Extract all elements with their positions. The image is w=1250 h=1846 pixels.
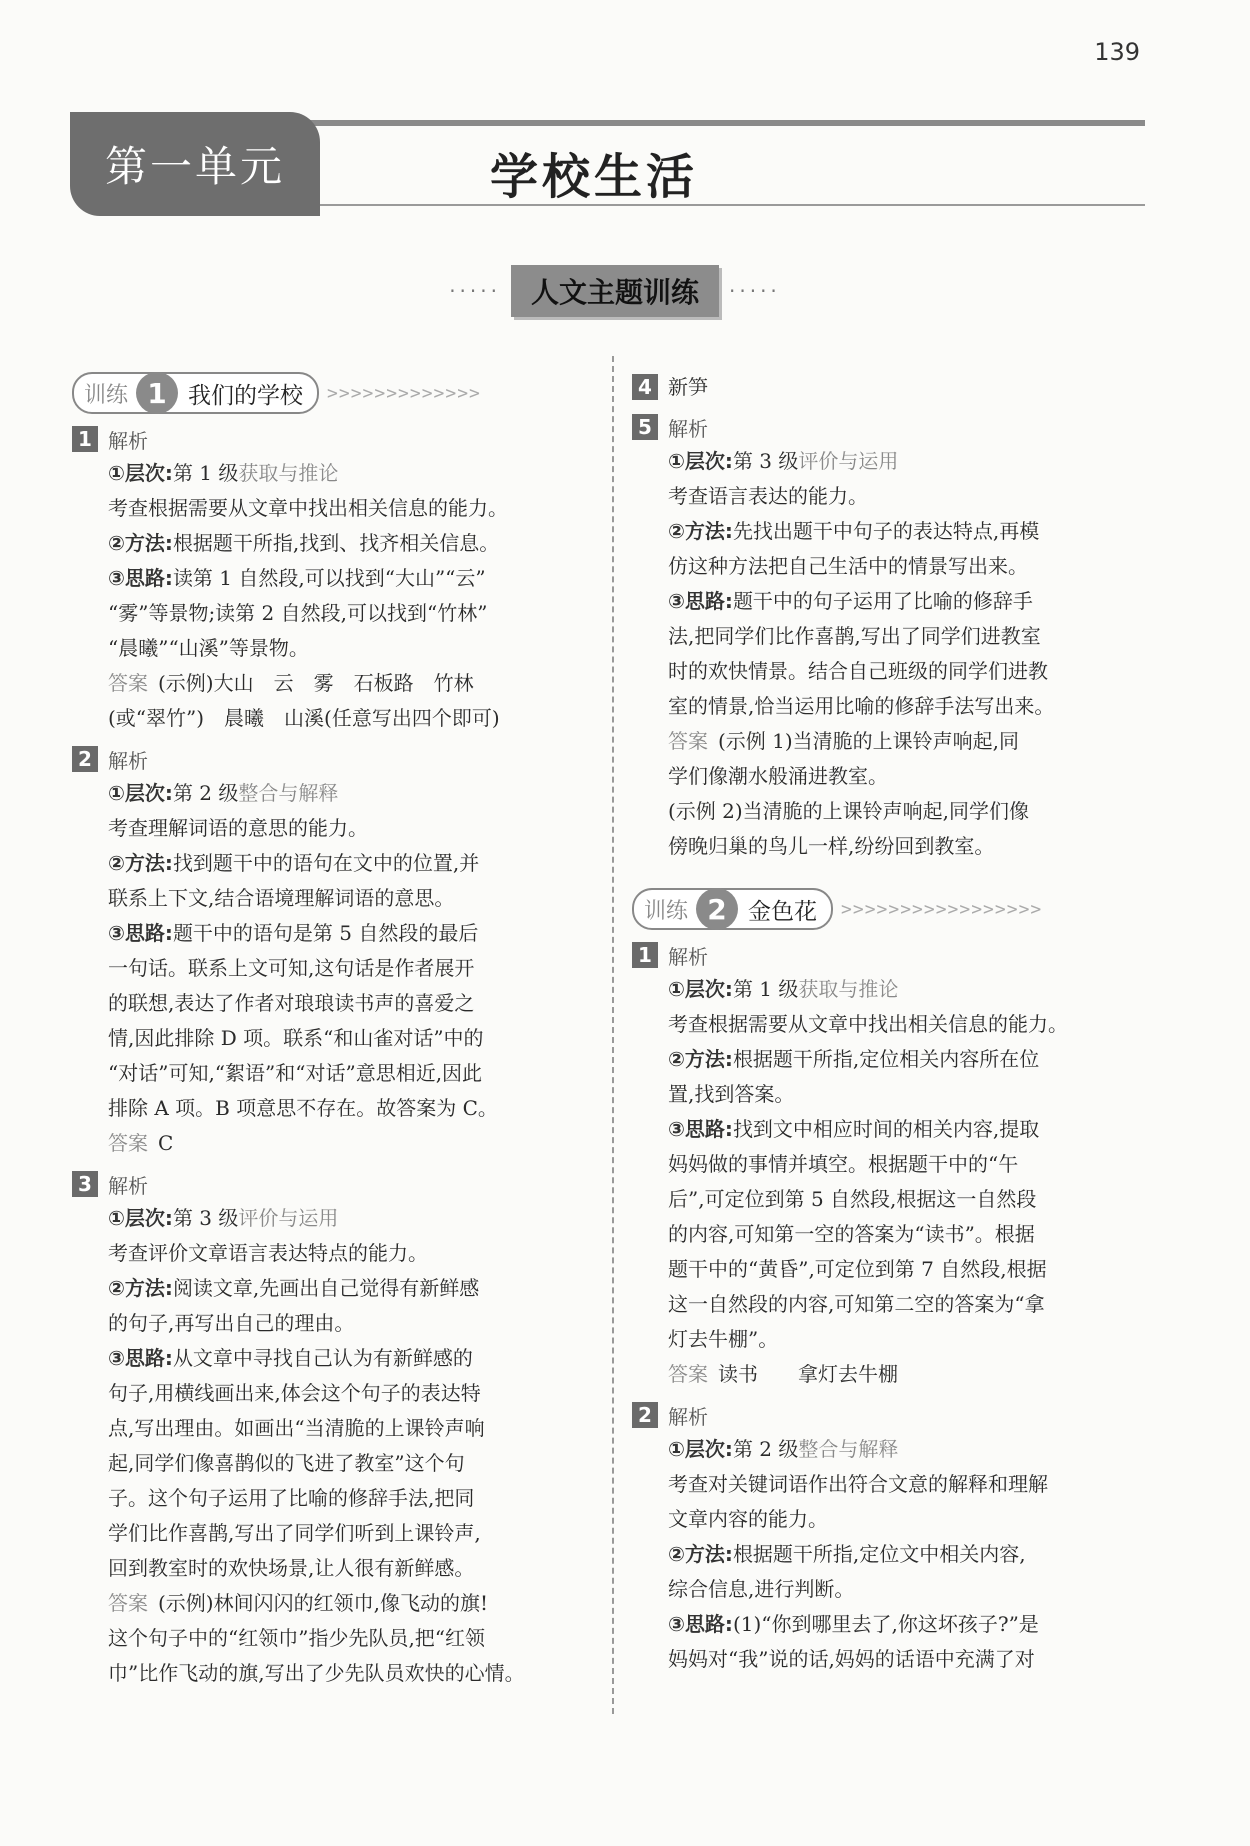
question-4 <box>632 370 1142 404</box>
text-line: 子。这个句子运用了比喻的修辞手法,把同 <box>108 1486 475 1510</box>
text-line: 综合信息,进行判断。 <box>668 1577 855 1601</box>
idea-line: ③思路:从文章中寻找自己认为有新鲜感的 <box>108 1346 473 1370</box>
training-number: 2 <box>696 888 738 930</box>
text-line: 傍晚归巢的鸟儿一样,纷纷回到教室。 <box>668 834 995 858</box>
question-title: 解析 <box>668 944 708 969</box>
level-line: ①层次:第 3 级评价与运用 <box>668 449 899 473</box>
text-line: “雾”等景物;读第 2 自然段,可以找到“竹林” <box>108 601 488 625</box>
training-2-question-2 <box>632 1398 1142 1677</box>
question-title: 解析 <box>668 416 708 441</box>
question-body <box>632 1432 1142 1677</box>
text-line: 时的欢快情景。结合自己班级的同学们进教 <box>668 659 1048 683</box>
level-line: ①层次:第 3 级评价与运用 <box>108 1206 339 1230</box>
method-line: ②方法:根据题干所指,定位相关内容所在位 <box>668 1047 1040 1071</box>
text-line: 题干中的“黄昏”,可定位到第 7 自然段,根据 <box>668 1257 1047 1281</box>
method-line: ②方法:找到题干中的语句在文中的位置,并 <box>108 851 480 875</box>
text-line: 灯去牛棚”。 <box>668 1327 779 1351</box>
text-line: 一句话。联系上文可知,这句话是作者展开 <box>108 956 475 980</box>
question-header <box>632 410 1142 444</box>
question-number: 1 <box>632 942 658 968</box>
question-body <box>72 1201 582 1691</box>
question-header <box>632 1398 1142 1432</box>
text-line: 回到教室时的欢快场景,让人很有新鲜感。 <box>108 1556 475 1580</box>
level-line: ①层次:第 2 级整合与解释 <box>108 781 339 805</box>
text-line: “对话”可知,“絮语”和“对话”意思相近,因此 <box>108 1061 483 1085</box>
training-label: 训练 <box>644 898 689 924</box>
text-line: 排除 A 项。B 项意思不存在。故答案为 C。 <box>108 1096 498 1120</box>
training-title: 我们的学校 <box>188 382 304 409</box>
text-line: 妈妈对“我”说的话,妈妈的话语中充满了对 <box>668 1647 1035 1671</box>
question-3 <box>72 1167 582 1691</box>
training-1-pill <box>72 372 319 414</box>
text-line: 考查对关键词语作出符合文意的解释和理解 <box>668 1472 1048 1496</box>
text-line: 考查根据需要从文章中找出相关信息的能力。 <box>668 1012 1068 1036</box>
page-number: 139 <box>1094 38 1140 66</box>
question-title: 解析 <box>668 1404 708 1429</box>
question-body <box>72 776 582 1161</box>
text-line: 置,找到答案。 <box>668 1082 795 1106</box>
training-label: 训练 <box>84 382 129 408</box>
text-line: (或“翠竹”) 晨曦 山溪(任意写出四个即可) <box>108 706 500 730</box>
training-2-question-1 <box>632 938 1142 1392</box>
question-header <box>72 422 582 456</box>
section-title: 人文主题训练 <box>511 265 719 317</box>
text-line: 文章内容的能力。 <box>668 1507 828 1531</box>
question-number: 2 <box>72 746 98 772</box>
text-line: 情,因此排除 D 项。联系“和山雀对话”中的 <box>108 1026 484 1050</box>
method-line: ②方法:先找出题干中句子的表达特点,再模 <box>668 519 1040 543</box>
left-column <box>72 370 582 1697</box>
question-body <box>632 444 1142 864</box>
question-number: 5 <box>632 414 658 440</box>
level-line: ①层次:第 2 级整合与解释 <box>668 1437 899 1461</box>
answer-line: 答案 读书 拿灯去牛棚 <box>668 1362 898 1386</box>
question-header <box>632 938 1142 972</box>
question-title: 解析 <box>108 1173 148 1198</box>
answer-line: 答案 (示例)大山 云 雾 石板路 竹林 <box>108 671 474 695</box>
question-5 <box>632 410 1142 864</box>
column-divider <box>612 356 614 1714</box>
question-header <box>72 1167 582 1201</box>
text-line: 学们像潮水般涌进教室。 <box>668 764 888 788</box>
question-number: 1 <box>72 426 98 452</box>
text-line: 句子,用横线画出来,体会这个句子的表达特 <box>108 1381 481 1405</box>
answer-line: 答案 (示例)林间闪闪的红领巾,像飞动的旗! <box>108 1591 488 1615</box>
method-line: ②方法:根据题干所指,找到、找齐相关信息。 <box>108 531 500 555</box>
question-2 <box>72 742 582 1161</box>
text-line: 起,同学们像喜鹊似的飞进了教室”这个句 <box>108 1451 465 1475</box>
text-line: 考查评价文章语言表达特点的能力。 <box>108 1241 428 1265</box>
idea-line: ③思路:题干中的句子运用了比喻的修辞手 <box>668 589 1033 613</box>
answer-line: 答案 C <box>108 1131 174 1155</box>
idea-line: ③思路:题干中的语句是第 5 自然段的最后 <box>108 921 479 945</box>
text-line: 法,把同学们比作喜鹊,写出了同学们进教室 <box>668 624 1041 648</box>
level-line: ①层次:第 1 级获取与推论 <box>668 977 899 1001</box>
method-line: ②方法:阅读文章,先画出自己觉得有新鲜感 <box>108 1276 480 1300</box>
text-line: 妈妈做的事情并填空。根据题干中的“午 <box>668 1152 1019 1176</box>
question-title: 解析 <box>108 428 148 453</box>
question-body <box>72 456 582 736</box>
training-number: 1 <box>136 372 178 414</box>
unit-label: 第一单元 <box>70 112 320 216</box>
text-line: 这一自然段的内容,可知第二空的答案为“拿 <box>668 1292 1045 1316</box>
text-line: “晨曦”“山溪”等景物。 <box>108 636 309 660</box>
idea-line: ③思路:(1)“你到哪里去了,你这坏孩子?”是 <box>668 1612 1039 1636</box>
text-line: 的句子,再写出自己的理由。 <box>108 1311 355 1335</box>
method-line: ②方法:根据题干所指,定位文中相关内容, <box>668 1542 1026 1566</box>
header-rule-bottom <box>300 204 1145 206</box>
answer-text: 新笋 <box>668 374 708 399</box>
idea-line: ③思路:找到文中相应时间的相关内容,提取 <box>668 1117 1040 1141</box>
right-column <box>632 370 1142 1683</box>
question-body <box>632 972 1142 1392</box>
text-line: 考查根据需要从文章中找出相关信息的能力。 <box>108 496 508 520</box>
banner-dots-left: ····· <box>449 279 501 303</box>
text-line: 点,写出理由。如画出“当清脆的上课铃声响 <box>108 1416 485 1440</box>
header-rule-top <box>300 120 1145 126</box>
question-number: 4 <box>632 374 658 400</box>
training-2-pill <box>632 888 833 930</box>
text-line: 联系上下文,结合语境理解词语的意思。 <box>108 886 455 910</box>
text-line: 考查理解词语的意思的能力。 <box>108 816 368 840</box>
training-arrows: >>>>>>>>>>>>>>>>> <box>841 898 1043 920</box>
unit-title: 学校生活 <box>490 149 699 205</box>
training-2-header <box>632 886 1142 932</box>
text-line: 这个句子中的“红领巾”指少先队员,把“红领 <box>108 1626 486 1650</box>
text-line: (示例 2)当清脆的上课铃声响起,同学们像 <box>668 799 1030 823</box>
training-title: 金色花 <box>748 898 818 925</box>
text-line: 的联想,表达了作者对琅琅读书声的喜爱之 <box>108 991 475 1015</box>
text-line: 仿这种方法把自己生活中的情景写出来。 <box>668 554 1028 578</box>
text-line: 巾”比作飞动的旗,写出了少先队员欢快的心情。 <box>108 1661 525 1685</box>
idea-line: ③思路:读第 1 自然段,可以找到“大山”“云” <box>108 566 486 590</box>
section-banner <box>430 266 800 316</box>
banner-dots-right: ····· <box>729 279 781 303</box>
answer-line: 答案 (示例 1)当清脆的上课铃声响起,同 <box>668 729 1020 753</box>
training-1-header <box>72 370 582 416</box>
text-line: 学们比作喜鹊,写出了同学们听到上课铃声, <box>108 1521 481 1545</box>
training-arrows: >>>>>>>>>>>>> <box>327 382 481 404</box>
question-header <box>72 742 582 776</box>
text-line: 的内容,可知第一空的答案为“读书”。根据 <box>668 1222 1035 1246</box>
text-line: 室的情景,恰当运用比喻的修辞手法写出来。 <box>668 694 1055 718</box>
question-number: 2 <box>632 1402 658 1428</box>
text-line: 后”,可定位到第 5 自然段,根据这一自然段 <box>668 1187 1037 1211</box>
text-line: 考查语言表达的能力。 <box>668 484 868 508</box>
question-title: 解析 <box>108 748 148 773</box>
question-header <box>632 370 1142 404</box>
question-number: 3 <box>72 1171 98 1197</box>
level-line: ①层次:第 1 级获取与推论 <box>108 461 339 485</box>
question-1 <box>72 422 582 736</box>
